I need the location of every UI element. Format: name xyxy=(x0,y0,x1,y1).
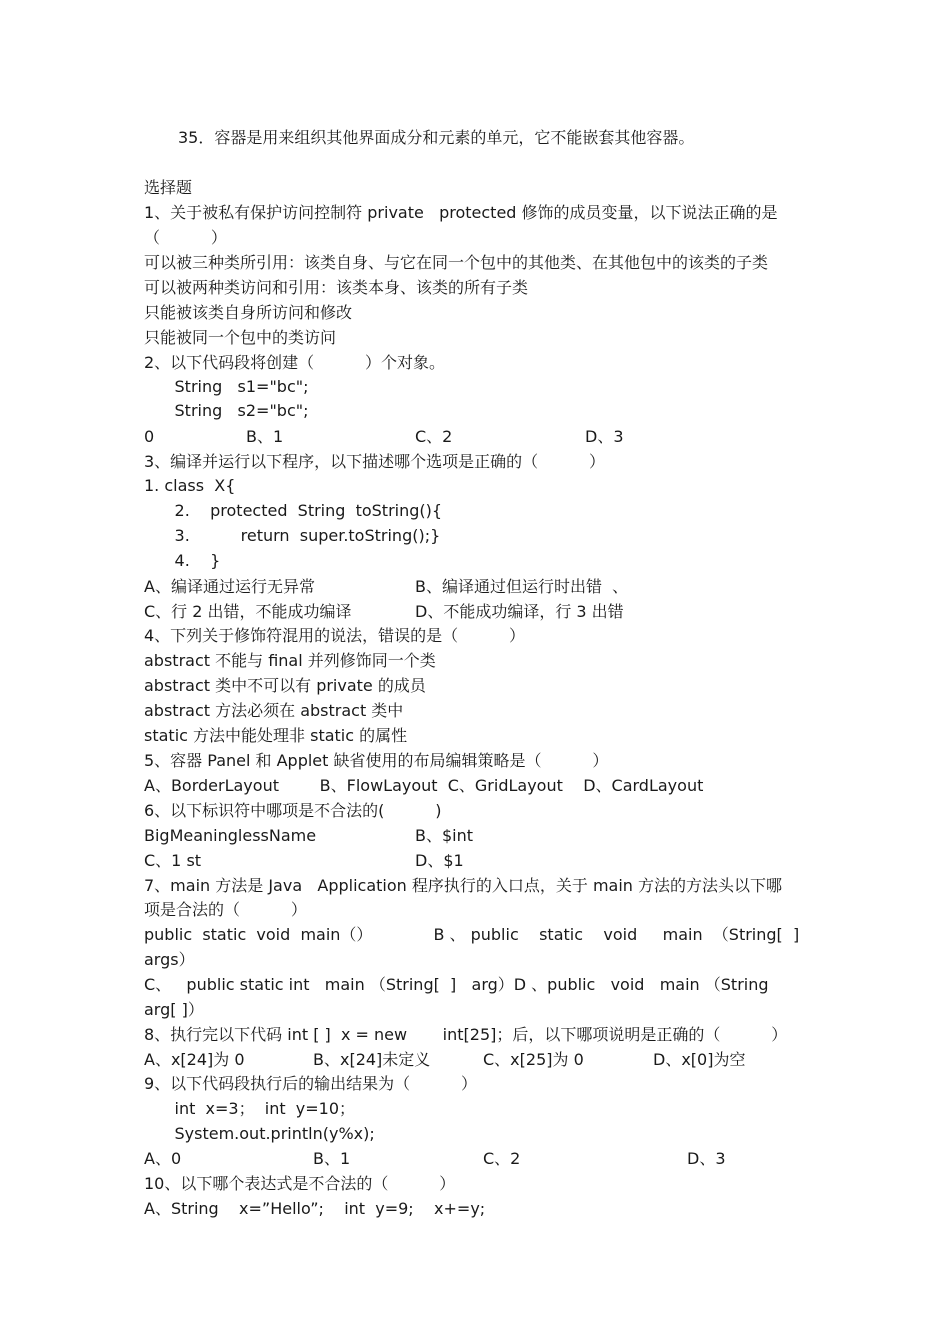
question-10-stem: 10、以下哪个表达式是不合法的（ ） xyxy=(144,1174,456,1193)
question-4-option: static 方法中能处理非 static 的属性 xyxy=(144,726,408,745)
question-4-option: abstract 方法必须在 abstract 类中 xyxy=(144,701,404,720)
question-3-stem: 3、编译并运行以下程序，以下描述哪个选项是正确的（ ） xyxy=(144,452,606,471)
question-9-option: D、3 xyxy=(687,1149,726,1168)
question-8-option: A、x[24]为 0 xyxy=(144,1050,245,1069)
question-3-option: C、行 2 出错，不能成功编译 xyxy=(144,602,352,621)
code-line: 4. } xyxy=(144,551,221,570)
question-3-option: B、编译通过但运行时出错 、 xyxy=(415,577,629,596)
question-2-option: C、2 xyxy=(415,427,453,446)
question-7-option: C、 public static int main （String[ ] arg）D 、public void main （String xyxy=(144,975,769,994)
code-line: String s1="bc"; xyxy=(144,377,309,396)
question-7-stem: 项是合法的（ ） xyxy=(144,900,307,919)
code-line: 2. protected String toString(){ xyxy=(144,501,443,520)
code-line: 1. class X{ xyxy=(144,476,236,495)
question-2-option: D、3 xyxy=(585,427,624,446)
question-9-option: A、0 xyxy=(144,1149,182,1168)
question-9-option: B、1 xyxy=(313,1149,351,1168)
question-8-stem: 8、执行完以下代码 int [ ] x = new int[25]；后，以下哪项说明是正确的（ ） xyxy=(144,1025,788,1044)
question-8-option: B、x[24]未定义 xyxy=(313,1050,431,1069)
question-4-option: abstract 不能与 final 并列修饰同一个类 xyxy=(144,651,436,670)
question-3-option: D、不能成功编译，行 3 出错 xyxy=(415,602,624,621)
question-8-option: D、x[0]为空 xyxy=(653,1050,746,1069)
question-6-option: C、1 st xyxy=(144,851,202,870)
question-7-option: public static void main（） B 、 public static void main （String[ ] xyxy=(144,925,800,944)
question-7-option: args） xyxy=(144,950,195,969)
question-4-stem: 4、下列关于修饰符混用的说法，错误的是（ ） xyxy=(144,626,526,645)
question-10-option: A、String x=”Hello”; int y=9; x+=y; xyxy=(144,1199,486,1218)
question-1-option: 只能被该类自身所访问和修改 xyxy=(144,303,353,322)
code-line: System.out.println(y%x); xyxy=(144,1124,375,1143)
question-6-option: B、$int xyxy=(415,826,474,845)
question-7-option: arg[ ]） xyxy=(144,1000,204,1019)
question-5-options: A、BorderLayout B、FlowLayout C、GridLayout D、CardLayout xyxy=(144,776,704,795)
question-6-stem: 6、以下标识符中哪项是不合法的( ) xyxy=(144,801,442,820)
question-4-option: abstract 类中不可以有 private 的成员 xyxy=(144,676,426,695)
code-line: int x=3； int y=10； xyxy=(144,1099,356,1118)
question-5-stem: 5、容器 Panel 和 Applet 缺省使用的布局编辑策略是（ ） xyxy=(144,751,609,770)
question-1-blank: （ ） xyxy=(144,228,227,247)
question-1-stem: 1、关于被私有保护访问控制符 private protected 修饰的成员变量，以下说法正确的是 xyxy=(144,203,778,222)
question-3-option: A、编译通过运行无异常 xyxy=(144,577,315,596)
question-9-option: C、2 xyxy=(483,1149,521,1168)
question-1-option: 可以被三种类所引用：该类自身、与它在同一个包中的其他类、在其他包中的该类的子类 xyxy=(144,253,769,272)
question-2-option: 0 xyxy=(144,427,155,446)
code-line: 3. return super.toString();} xyxy=(144,526,441,545)
question-1-option: 可以被两种类访问和引用：该类本身、该类的所有子类 xyxy=(144,278,529,297)
question-9-stem: 9、以下代码段执行后的输出结果为（ ） xyxy=(144,1074,478,1093)
code-line: String s2="bc"; xyxy=(144,401,309,420)
question-2-option: B、1 xyxy=(246,427,284,446)
question-6-option: BigMeaninglessName xyxy=(144,826,317,845)
section-title: 选择题 xyxy=(144,178,193,197)
question-2-stem: 2、以下代码段将创建（ ）个对象。 xyxy=(144,353,446,372)
question-6-option: D、$1 xyxy=(415,851,464,870)
question-1-option: 只能被同一个包中的类访问 xyxy=(144,328,337,347)
intro-statement: 35．容器是用来组织其他界面成分和元素的单元，它不能嵌套其他容器。 xyxy=(178,128,695,147)
question-8-option: C、x[25]为 0 xyxy=(483,1050,584,1069)
question-7-stem: 7、main 方法是 Java Application 程序执行的入口点，关于 main 方法的方法头以下哪 xyxy=(144,876,783,895)
